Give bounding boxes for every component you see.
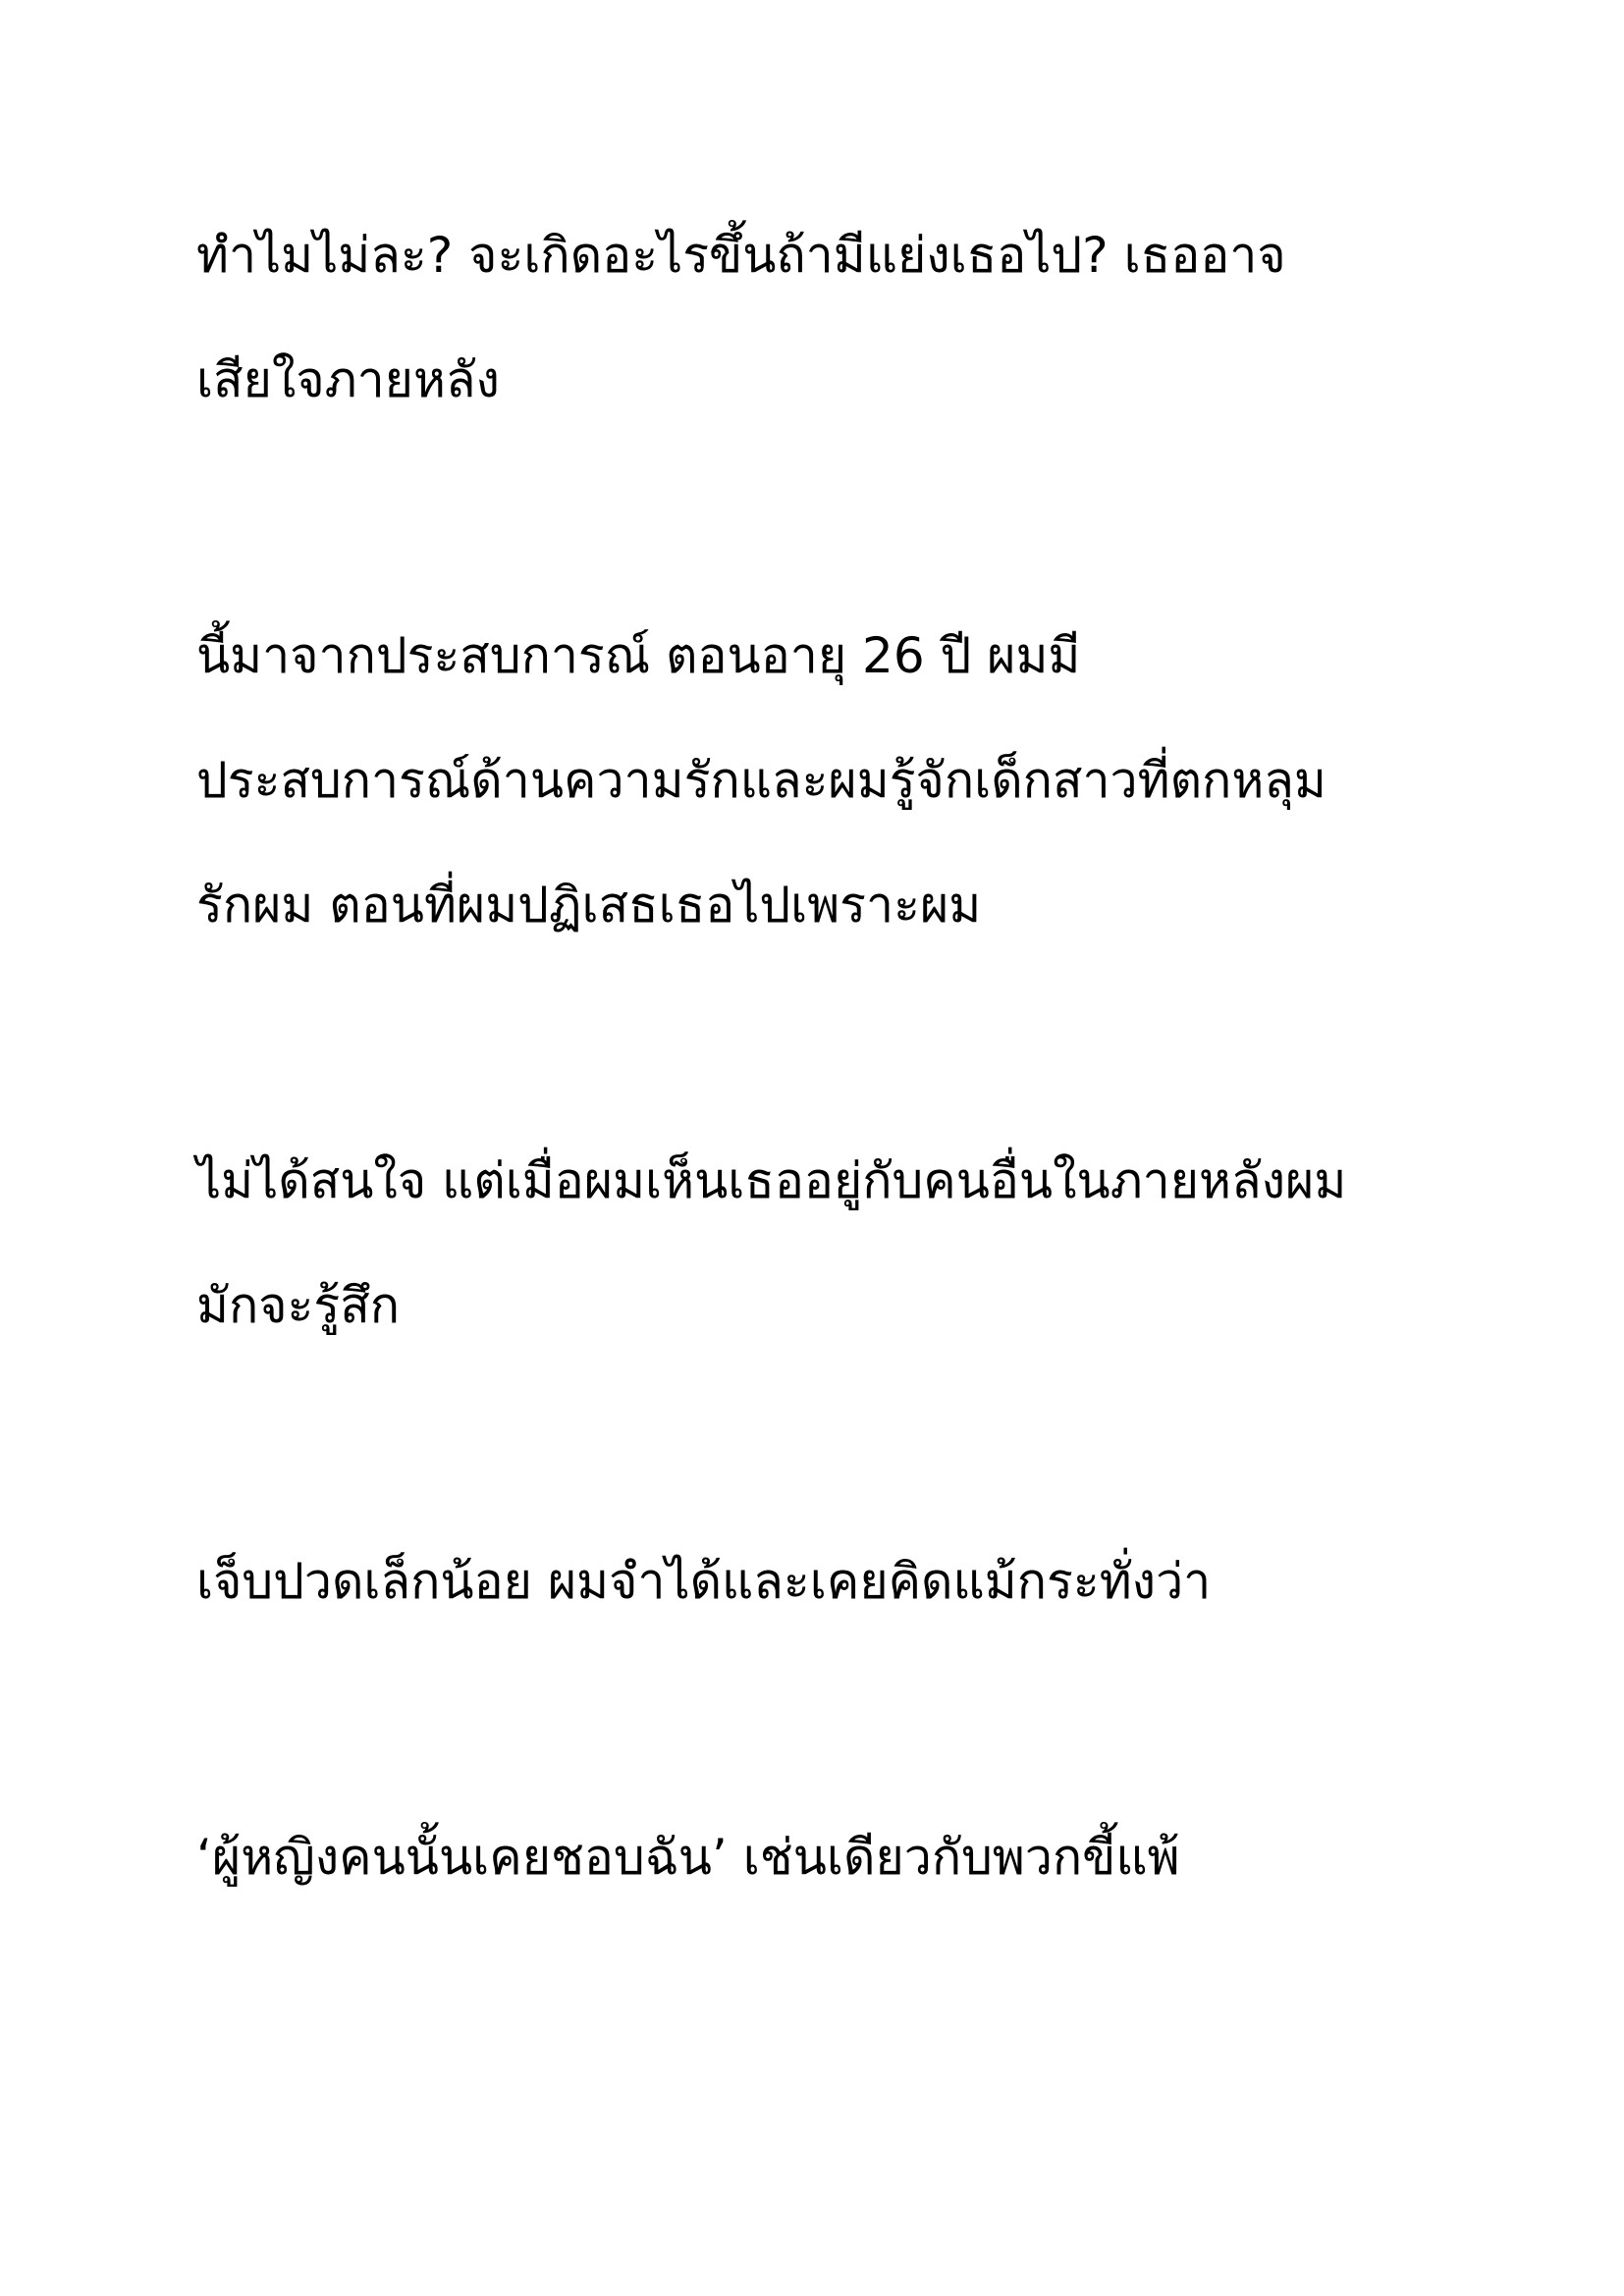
text-line: ไม่ได้สนใจ แต่เมื่อผมเห็นเธออยู่กับคนอื่นในภายหลังผม [196,1152,1347,1209]
text-line: ‘ผู้หญิงคนนั้นเคยชอบฉัน’ เช่นเดียวกับพวกขี้แพ้ [196,1829,1180,1886]
text-line: เจ็บปวดเล็กน้อย ผมจำได้และเคยคิดแม้กระทั่งว่า [196,1553,1212,1610]
text-line: รักผม ตอนที่ผมปฏิเสธเธอไปเพราะผม [196,877,982,934]
text-line: ประสบการณ์ด้านความรักและผมรู้จักเด็กสาวที่ตกหลุม [196,752,1326,809]
text-line: เสียใจภายหลัง [196,351,500,408]
text-line: นี้มาจากประสบการณ์ ตอนอายุ 26 ปี ผมมี [196,627,1081,684]
text-line: ทำไมไม่ละ? จะเกิดอะไรขึ้นถ้ามีแย่งเธอไป? เธออาจ [196,227,1286,284]
text-line: มักจะรู้สึก [196,1277,401,1334]
